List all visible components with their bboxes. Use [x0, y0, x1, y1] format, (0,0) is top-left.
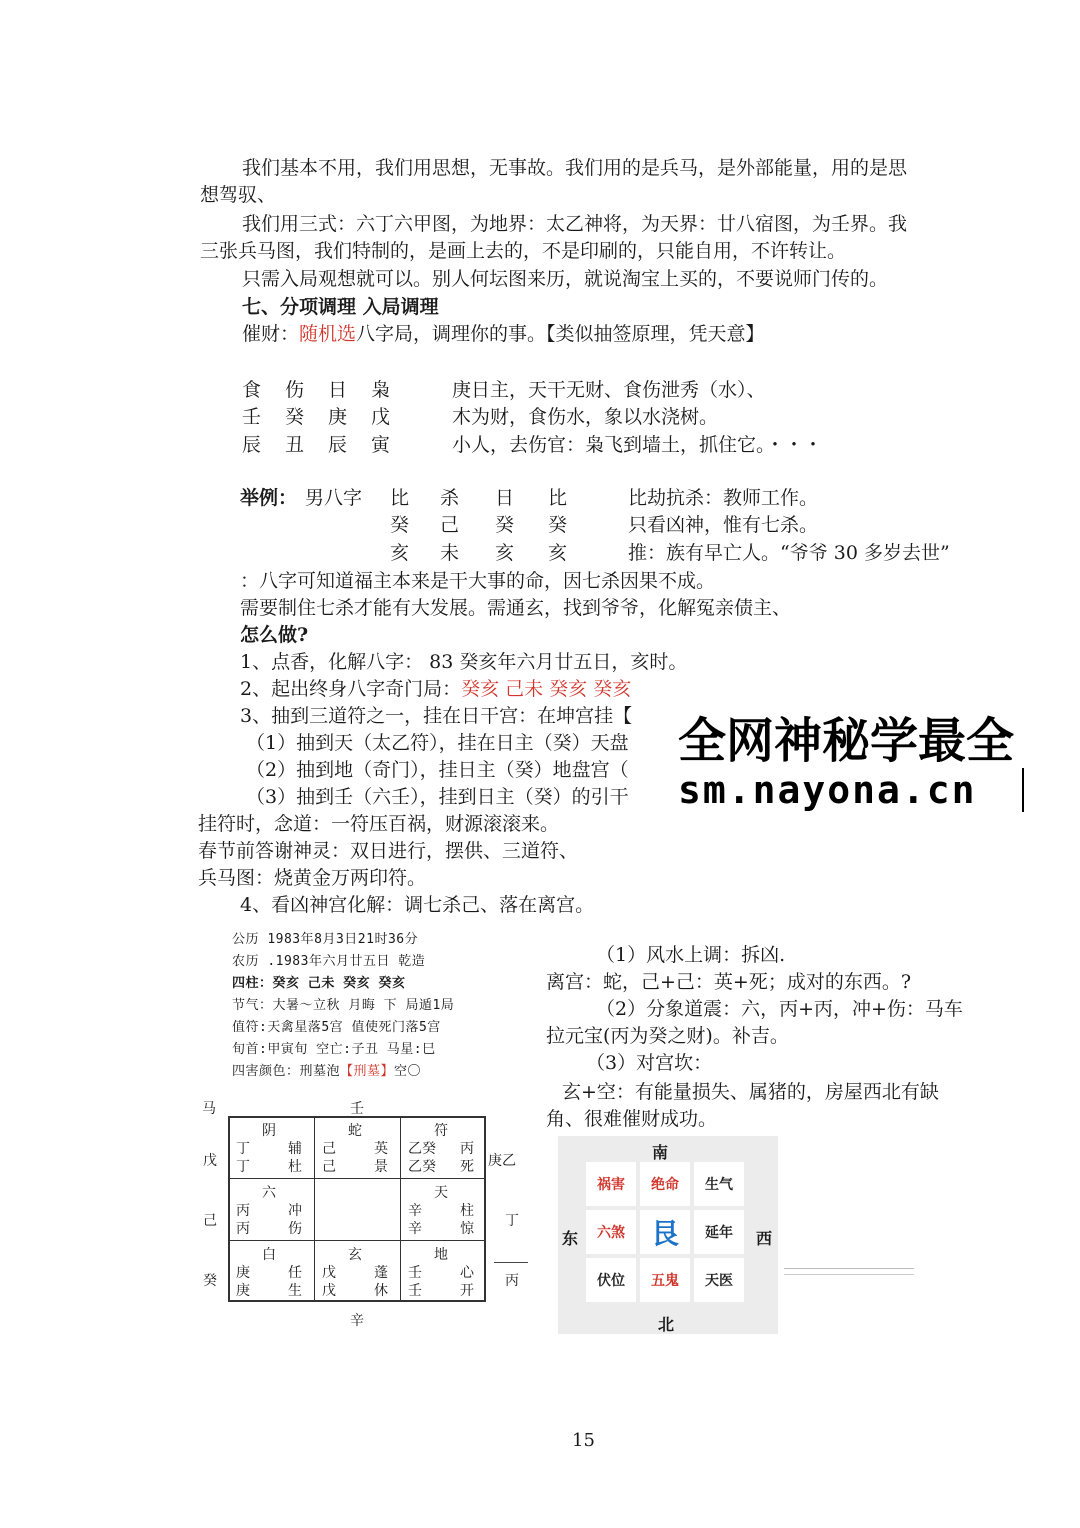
- chart-info-7b: 空〇: [394, 1064, 422, 1079]
- qimen-god: 蛇: [348, 1123, 362, 1139]
- step-3: 3、抽到三道符之一，挂在日干宫：在坤宫挂【: [240, 705, 633, 727]
- guide-1: 挂符时，念道：一符压百祸，财源滚滚来。: [198, 813, 560, 835]
- qimen-top-left: 马: [202, 1101, 216, 1117]
- step-3b: （2）抽到地（奇门），挂日主（癸）地盘宫（: [246, 759, 629, 781]
- step-2-text: 2、起出终身八字奇门局：: [240, 678, 462, 700]
- qimen-door: 开: [460, 1283, 474, 1299]
- para-line-5: 只需入局观想就可以。别人何坛图来历，就说淘宝上买的，不要说师门传的。: [242, 268, 889, 290]
- para-line-2: 想驾驭、: [200, 184, 277, 206]
- qimen-star: 丙: [460, 1141, 474, 1157]
- right-note-4: 拉元宝(丙为癸之财)。补吉。: [546, 1025, 789, 1047]
- guide-3: 兵马图：烧黄金万两印符。: [198, 867, 427, 889]
- qimen-right-1: 庚乙: [488, 1153, 516, 1169]
- compass-palace: 绝命: [640, 1162, 690, 1206]
- qimen-stem-bottom: 丙: [236, 1221, 250, 1237]
- para-line-1: 我们基本不用，我们用思想，无事故。我们用的是兵马，是外部能量，用的是思: [242, 157, 908, 179]
- compass-palace: 艮: [640, 1210, 690, 1254]
- qimen-stem-bottom: 壬: [408, 1283, 422, 1299]
- qimen-stem-top: 壬: [408, 1265, 422, 1281]
- compass-south: 南: [652, 1143, 669, 1162]
- guide-2: 春节前答谢神灵：双日进行，摆供、三道符、: [198, 840, 579, 862]
- bazi-char: 日: [328, 379, 348, 401]
- compass-west: 西: [756, 1229, 773, 1248]
- compass-palace: 六煞: [586, 1210, 636, 1254]
- qimen-right-rule: [494, 1262, 528, 1263]
- qimen-god: 符: [434, 1123, 448, 1139]
- bazi-char: 丑: [285, 434, 305, 456]
- example-note: 只看凶神，惟有七杀。: [628, 514, 819, 536]
- step-2-pillars: 癸亥 己未 癸亥 癸亥: [461, 678, 632, 700]
- bazi-char: 壬: [242, 406, 262, 428]
- page-number: 15: [572, 1430, 595, 1451]
- qimen-stem-top: 乙癸: [408, 1141, 436, 1157]
- section-line: [242, 321, 765, 348]
- qimen-door: 休: [374, 1283, 388, 1299]
- qimen-vline: [400, 1116, 401, 1302]
- para-line-3: 我们用三式：六丁六甲图，为地界：太乙神将，为天界：廿八宿图，为壬界。我: [242, 213, 908, 235]
- qimen-god: 玄: [348, 1247, 362, 1263]
- section-heading: 七、分项调理 入局调理: [242, 296, 439, 318]
- example-char: 比: [548, 487, 568, 509]
- example-char: 亥: [390, 542, 410, 564]
- chart-info-1: 公历 1983年8月3日21时36分: [232, 932, 419, 947]
- chart-info-7a: 四害颜色：刑墓泡: [232, 1064, 341, 1079]
- compass-rule-2: [784, 1274, 914, 1275]
- compass-palace: 生气: [694, 1162, 744, 1206]
- qimen-door: 伤: [288, 1221, 302, 1237]
- qimen-stem-bottom: 戊: [322, 1283, 336, 1299]
- qimen-hline: [228, 1178, 486, 1179]
- example-char: 比: [390, 487, 410, 509]
- qimen-right-2: 丁: [505, 1213, 519, 1229]
- step-3a: （1）抽到天（太乙符），挂在日主（癸）天盘: [246, 732, 629, 754]
- example-char: 己: [440, 514, 460, 536]
- chart-info-4: 节气：大暑～立秋 月晦 下 局遁1局: [232, 998, 455, 1013]
- qimen-door: 景: [374, 1159, 388, 1175]
- compass-palace: 五鬼: [640, 1258, 690, 1302]
- after-line-2: 需要制住七杀才能有大发展。需通玄，找到爷爷，化解冤亲债主、: [240, 597, 792, 619]
- qimen-stem-top: 己: [322, 1141, 336, 1157]
- example-note: 比劫抗杀：教师工作。: [628, 487, 819, 509]
- compass-north: 北: [658, 1315, 675, 1334]
- qimen-stem-bottom: 己: [322, 1159, 336, 1175]
- after-line-1: ：八字可知道福主本来是干大事的命，因七杀因果不成。: [240, 570, 716, 592]
- step-2: [240, 676, 631, 703]
- qimen-frame: [228, 1116, 486, 1302]
- watermark-url: sm.nayona.cn: [678, 768, 977, 812]
- qimen-stem-bottom: 庚: [236, 1283, 250, 1299]
- right-note-7: 角、很难催财成功。: [546, 1108, 718, 1130]
- step-3c: （3）抽到壬（六壬），挂到日主（癸）的引干: [246, 786, 629, 808]
- example-char: 日: [495, 487, 515, 509]
- qimen-door: 惊: [460, 1221, 474, 1237]
- qimen-vline: [314, 1116, 315, 1302]
- bazi-char: 寅: [371, 434, 391, 456]
- qimen-stem-bottom: 丁: [236, 1159, 250, 1175]
- bazi-char: 枭: [371, 379, 391, 401]
- bazi-char: 庚: [328, 406, 348, 428]
- compass-palace: 祸害: [586, 1162, 636, 1206]
- bazi-char: 戊: [371, 406, 391, 428]
- example-sub: 男八字: [305, 487, 363, 509]
- qimen-star: 辅: [288, 1141, 302, 1157]
- example-char: 杀: [440, 487, 460, 509]
- qimen-star: 英: [374, 1141, 388, 1157]
- qimen-star: 任: [288, 1265, 302, 1281]
- watermark-title: 全网神秘学最全: [678, 713, 1015, 769]
- compass-palace: 天医: [694, 1258, 744, 1302]
- bazi-char: 辰: [242, 434, 262, 456]
- example-label: 举例：: [240, 487, 298, 509]
- example-char: 癸: [495, 514, 515, 536]
- bazi-note: 庚日主，天干无财、食伤泄秀（水）、: [452, 379, 766, 401]
- right-note-6: 玄+空：有能量损失、属猪的，房屋西北有缺: [562, 1081, 939, 1103]
- qimen-god: 六: [262, 1185, 276, 1201]
- section-line-b: 八字局，调理你的事。【类似抽签原理，凭天意】: [356, 323, 765, 345]
- right-note-3: （2）分象道震：六，丙+丙，冲+伤：马车: [596, 998, 963, 1020]
- qimen-star: 蓬: [374, 1265, 388, 1281]
- qimen-left-1: 戊: [203, 1153, 217, 1169]
- example-char: 癸: [548, 514, 568, 536]
- para-line-4: 三张兵马图，我们特制的，是画上去的，不是印刷的，只能自用，不许转让。: [200, 240, 847, 262]
- compass-palace: 伏位: [586, 1258, 636, 1302]
- qimen-star: 心: [460, 1265, 474, 1281]
- qimen-bottom: 辛: [350, 1313, 364, 1329]
- bazi-note: 小人，去伤官：枭飞到墙土，抓住它。・・・: [452, 434, 823, 456]
- chart-info-3: 四柱：癸亥 己未 癸亥 癸亥: [232, 976, 406, 991]
- section-line-red: 随机选: [299, 323, 357, 345]
- qimen-left-2: 己: [203, 1213, 217, 1229]
- example-char: 未: [440, 542, 460, 564]
- chart-info-6: 旬首:甲寅旬 空亡:子丑 马星:巳: [232, 1042, 436, 1057]
- qimen-god: 天: [434, 1185, 448, 1201]
- qimen-god: 地: [434, 1247, 448, 1263]
- qimen-stem-top: 辛: [408, 1203, 422, 1219]
- example-char: 亥: [495, 542, 515, 564]
- compass-rule-1: [784, 1268, 914, 1269]
- bazi-note: 木为财，食伤水，象以水浇树。: [452, 406, 719, 428]
- qimen-stem-bottom: 乙癸: [408, 1159, 436, 1175]
- bazi-char: 辰: [328, 434, 348, 456]
- qimen-top: 壬: [350, 1101, 364, 1117]
- bazi-char: 食: [242, 379, 262, 401]
- qimen-door: 生: [288, 1283, 302, 1299]
- qimen-stem-bottom: 辛: [408, 1221, 422, 1237]
- right-note-1: （1）风水上调：拆凶.: [596, 944, 786, 966]
- chart-info-7-red: 【刑墓】: [340, 1064, 395, 1079]
- section-line-a: 催财：: [242, 323, 300, 345]
- qimen-door: 死: [460, 1159, 474, 1175]
- qimen-god: 白: [262, 1247, 276, 1263]
- qimen-stem-top: 庚: [236, 1265, 250, 1281]
- example-note: 推：族有早亡人。“爷爷 30 多岁去世”: [628, 542, 950, 564]
- compass-east: 东: [562, 1229, 579, 1248]
- qimen-stem-top: 戊: [322, 1265, 336, 1281]
- qimen-right-3: 丙: [505, 1273, 519, 1289]
- qimen-stem-top: 丁: [236, 1141, 250, 1157]
- chart-info-2: 农历 .1983年六月廿五日 乾造: [232, 954, 426, 969]
- bazi-char: 伤: [285, 379, 305, 401]
- qimen-star: 柱: [460, 1203, 474, 1219]
- qimen-star: 冲: [288, 1203, 302, 1219]
- example-char: 亥: [548, 542, 568, 564]
- qimen-stem-top: 丙: [236, 1203, 250, 1219]
- right-note-5: （3）对宫坎：: [586, 1052, 713, 1074]
- step-4: 4、看凶神宫化解：调七杀己、落在离宫。: [240, 894, 595, 916]
- how-heading: 怎么做?: [240, 624, 309, 646]
- bazi-char: 癸: [285, 406, 305, 428]
- right-note-2: 离宫：蛇，己+己：英+死；成对的东西。?: [546, 971, 912, 993]
- chart-info-7: [232, 1060, 421, 1079]
- chart-info-5: 值符:天禽星落5宫 值使死门落5宫: [232, 1020, 441, 1035]
- qimen-god: 阴: [262, 1123, 276, 1139]
- step-1: 1、点香，化解八字： 83 癸亥年六月廿五日，亥时。: [240, 651, 688, 673]
- watermark-banner: [672, 702, 1080, 814]
- text-cursor: [1022, 768, 1024, 812]
- qimen-left-3: 癸: [203, 1273, 217, 1289]
- qimen-door: 杜: [288, 1159, 302, 1175]
- example-char: 癸: [390, 514, 410, 536]
- compass-palace: 延年: [694, 1210, 744, 1254]
- qimen-hline: [228, 1240, 486, 1241]
